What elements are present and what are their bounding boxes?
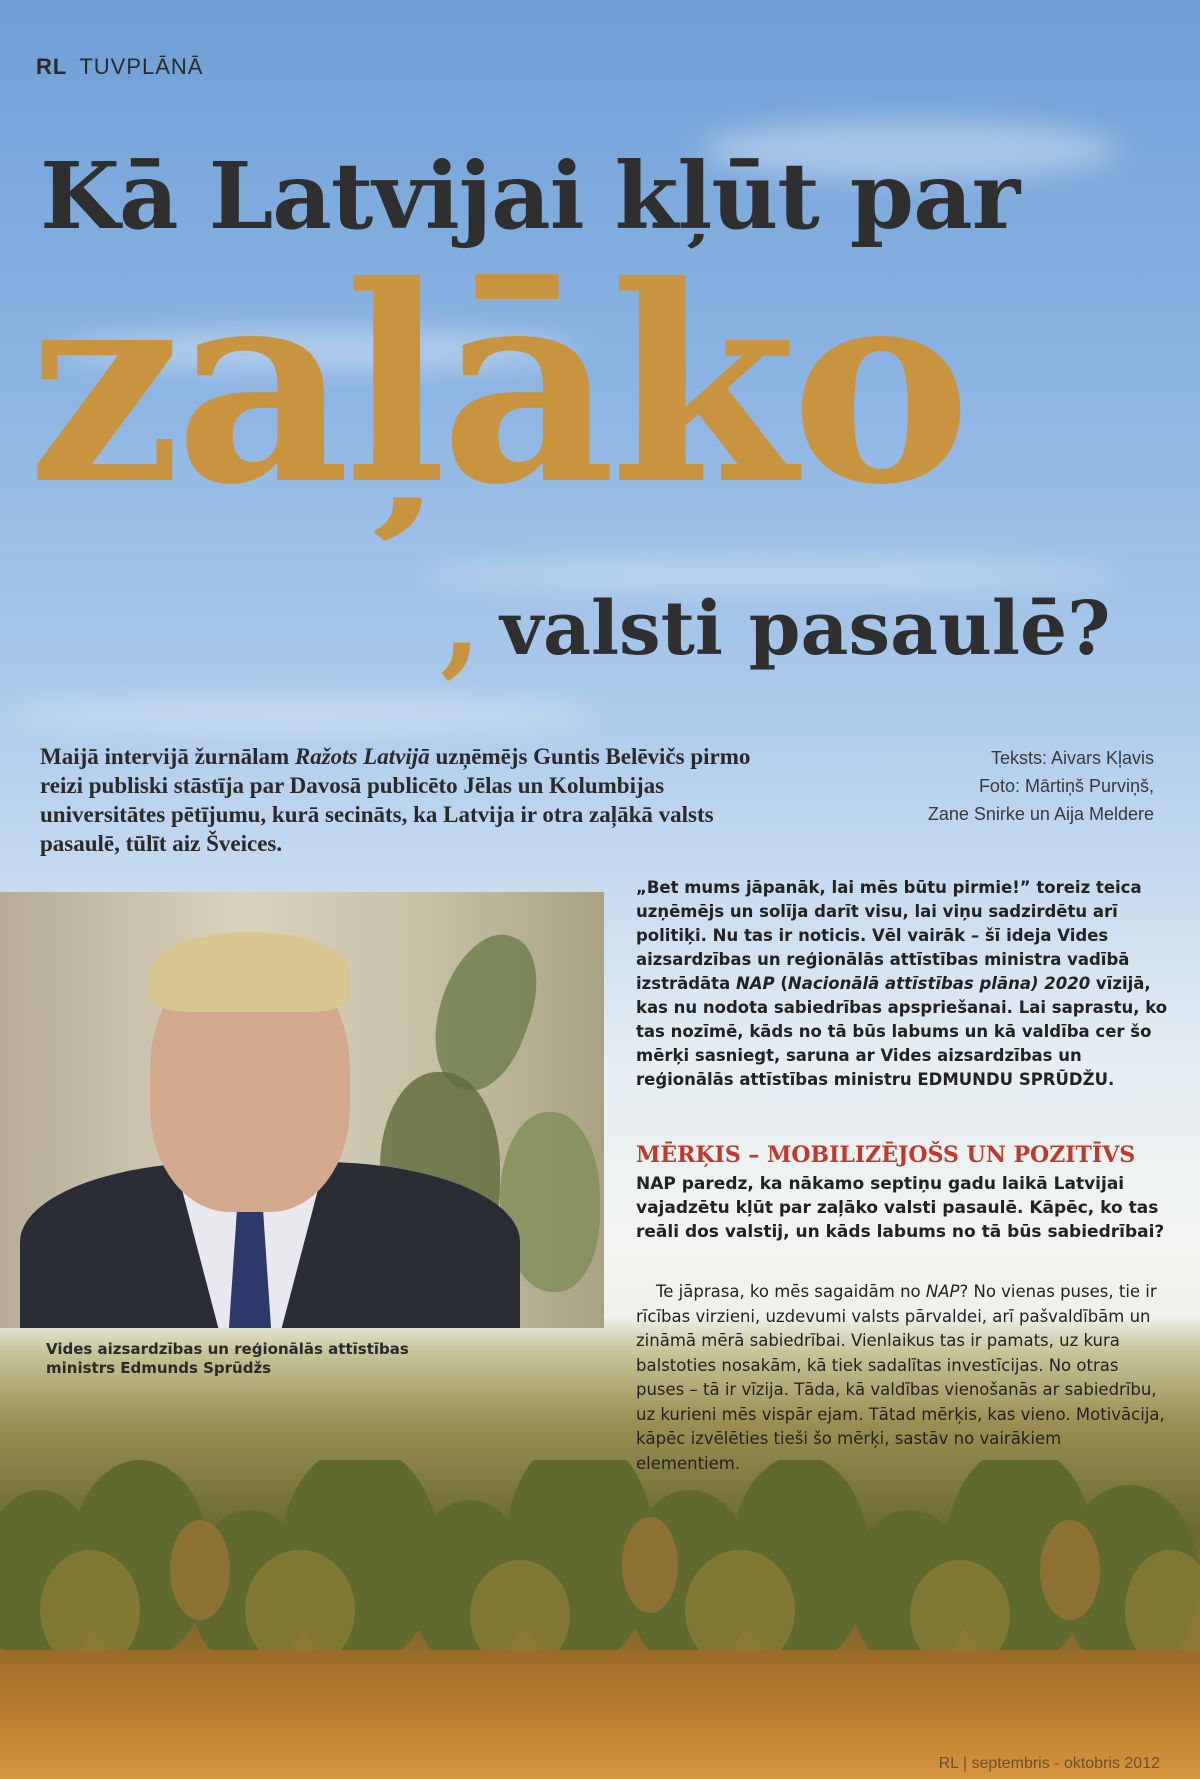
intro-text: ( — [774, 974, 788, 993]
credit-photo-2: Zane Snirke un Aija Meldere — [927, 804, 1154, 824]
section-subheading: MĒRĶIS – MOBILIZĒJOŠS UN POZITĪVS — [636, 1142, 1136, 1168]
credit-text: Teksts: Aivars Kļavis — [990, 748, 1154, 768]
lead-text: uzņēmējs Guntis Belēvičs pirmo reizi publiski stāstīja par Davosā publicēto Jēlas un Kolumbijas universitātes pētījumu, kurā secināts, ka Latvija ir otra zaļākā valsts pasaulē, tūlīt aiz Šveices. — [40, 744, 751, 856]
answer-text: ? No vienas puses, tie ir rīcības virzieni, uzdevumi valsts pārvaldei, arī pašvaldībām un zināmā mērā sabiedrībai. Vienlaikus tas ir pamats, uz kura balstoties nosakām, kā tiek sadalītas investīcijas. No otras puses – tā ir vīzija. Tāda, kā valdības vienošanās ar sabiedrību, uz kurieni mēs vispār ejam. Tātad mērķis, kas vieno. Motivācija, kāpēc izvēlēties tieši šo mērķi, sastāv no vairākiem elementiem. — [636, 1282, 1165, 1473]
lead-text: Maijā intervijā žurnālam — [40, 744, 295, 769]
treeline-image — [0, 1460, 1200, 1680]
nap-full-name: Nacionālā attīstības plāna) 2020 — [787, 974, 1091, 993]
intro-text: vīzijā, kas nu nodota sabiedrības apspriešanai. Lai saprastu, ko tas nozīmē, kāds no tā būs labums un kā valdība cer šo mērķi sasniegt, saruna ar Vides aizsardzības un reģionālās attīstības ministru EDMUNDU SPRŪDŽU. — [636, 974, 1168, 1089]
nap-abbr: NAP — [735, 974, 775, 993]
headline-line-3: valsti pasaulē? — [500, 586, 1111, 672]
credits — [814, 744, 1154, 828]
cloud — [0, 700, 600, 730]
magazine-name: Ražots Latvijā — [294, 744, 430, 769]
brand-mark: RL — [36, 54, 68, 79]
nap-abbr: NAP — [925, 1282, 960, 1301]
intro-paragraph — [636, 876, 1168, 1092]
intro-text: „Bet mums jāpanāk, lai mēs būtu pirmie!” toreiz teica uzņēmējs un solīja darīt visu, lai viņu sadzirdētu arī politiķi. Nu tas ir noticis. Vēl vairāk – šī ideja Vides aizsardzības un reģionālās attīstības ministra vadībā izstrādāta — [636, 878, 1142, 993]
hair-shape — [150, 932, 350, 1012]
photo-caption: Vides aizsardzības un reģionālās attīstības ministrs Edmunds Sprūdžs — [46, 1340, 409, 1377]
section-tag — [36, 54, 203, 80]
headline-line-1: Kā Latvijai kļūt par — [40, 142, 1020, 250]
section-name: TUVPLĀNĀ — [79, 54, 204, 79]
portrait-photo — [0, 892, 604, 1328]
headline-comma: , — [440, 549, 482, 690]
page-footer: RL | septembris - oktobris 2012 — [938, 1755, 1160, 1772]
answer-text: Te jāprasa, ko mēs sagaidām no — [656, 1282, 926, 1301]
interview-answer — [636, 1280, 1168, 1476]
interview-question: NAP paredz, ka nākamo septiņu gadu laikā Latvijai vajadzētu kļūt par zaļāko valsti pasaulē. Kāpēc, ko tas reāli dos valstij, un kāds labums no tā būs sabiedrībai? — [636, 1174, 1165, 1242]
lead-paragraph — [40, 742, 780, 858]
headline-big-word: zaļāko — [28, 226, 965, 544]
credit-photo: Foto: Mārtiņš Purviņš, — [978, 776, 1154, 796]
